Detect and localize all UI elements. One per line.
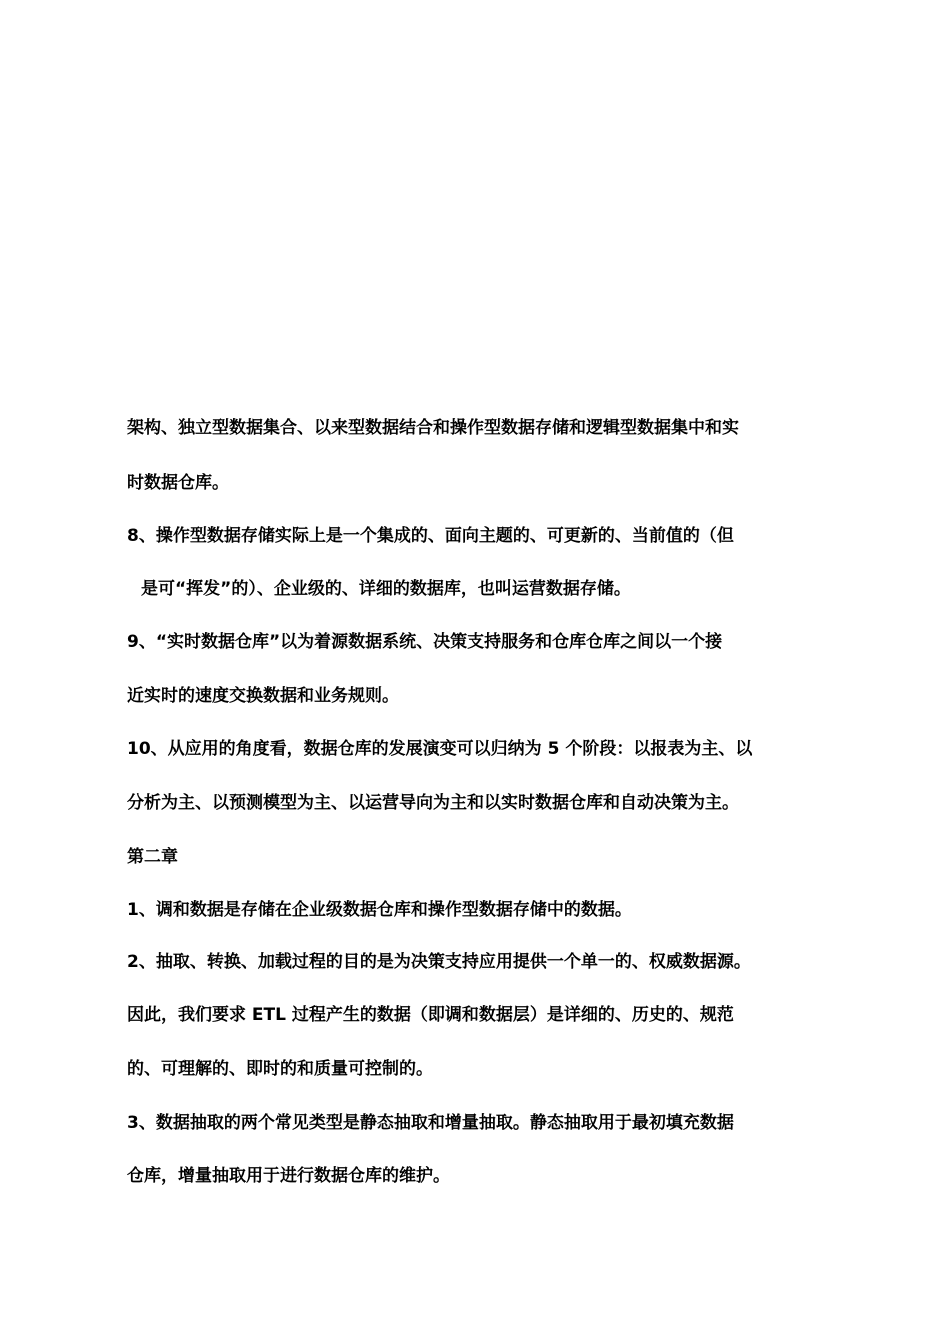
- text-line: 10、从应用的角度看，数据仓库的发展演变可以归纳为 5 个阶段：以报表为主、以: [127, 739, 753, 759]
- text-line: 近实时的速度交换数据和业务规则。: [127, 686, 399, 706]
- text-line: 因此，我们要求 ETL 过程产生的数据（即调和数据层）是详细的、历史的、规范: [127, 1005, 734, 1025]
- text-line: 2、抽取、转换、加载过程的目的是为决策支持应用提供一个单一的、权威数据源。: [127, 952, 751, 972]
- text-line: 9、“实时数据仓库”以为着源数据系统、决策支持服务和仓库仓库之间以一个接: [127, 632, 723, 652]
- text-line: 仓库，增量抽取用于进行数据仓库的维护。: [127, 1166, 450, 1186]
- text-line: 分析为主、以预测模型为主、以运营导向为主和以实时数据仓库和自动决策为主。: [127, 793, 739, 813]
- chapter-heading: 第二章: [127, 847, 178, 867]
- text-line: 是可“挥发”的）、企业级的、详细的数据库，也叫运营数据存储。: [141, 579, 631, 599]
- text-line: 架构、独立型数据集合、以来型数据结合和操作型数据存储和逻辑型数据集中和实: [127, 418, 739, 438]
- text-line: 3、数据抽取的两个常见类型是静态抽取和增量抽取。静态抽取用于最初填充数据: [127, 1113, 734, 1133]
- text-line: 8、操作型数据存储实际上是一个集成的、面向主题的、可更新的、当前值的（但: [127, 526, 734, 546]
- text-line: 的、可理解的、即时的和质量可控制的。: [127, 1059, 433, 1079]
- text-line: 1、调和数据是存储在企业级数据仓库和操作型数据存储中的数据。: [127, 900, 632, 920]
- text-line: 时数据仓库。: [127, 473, 229, 493]
